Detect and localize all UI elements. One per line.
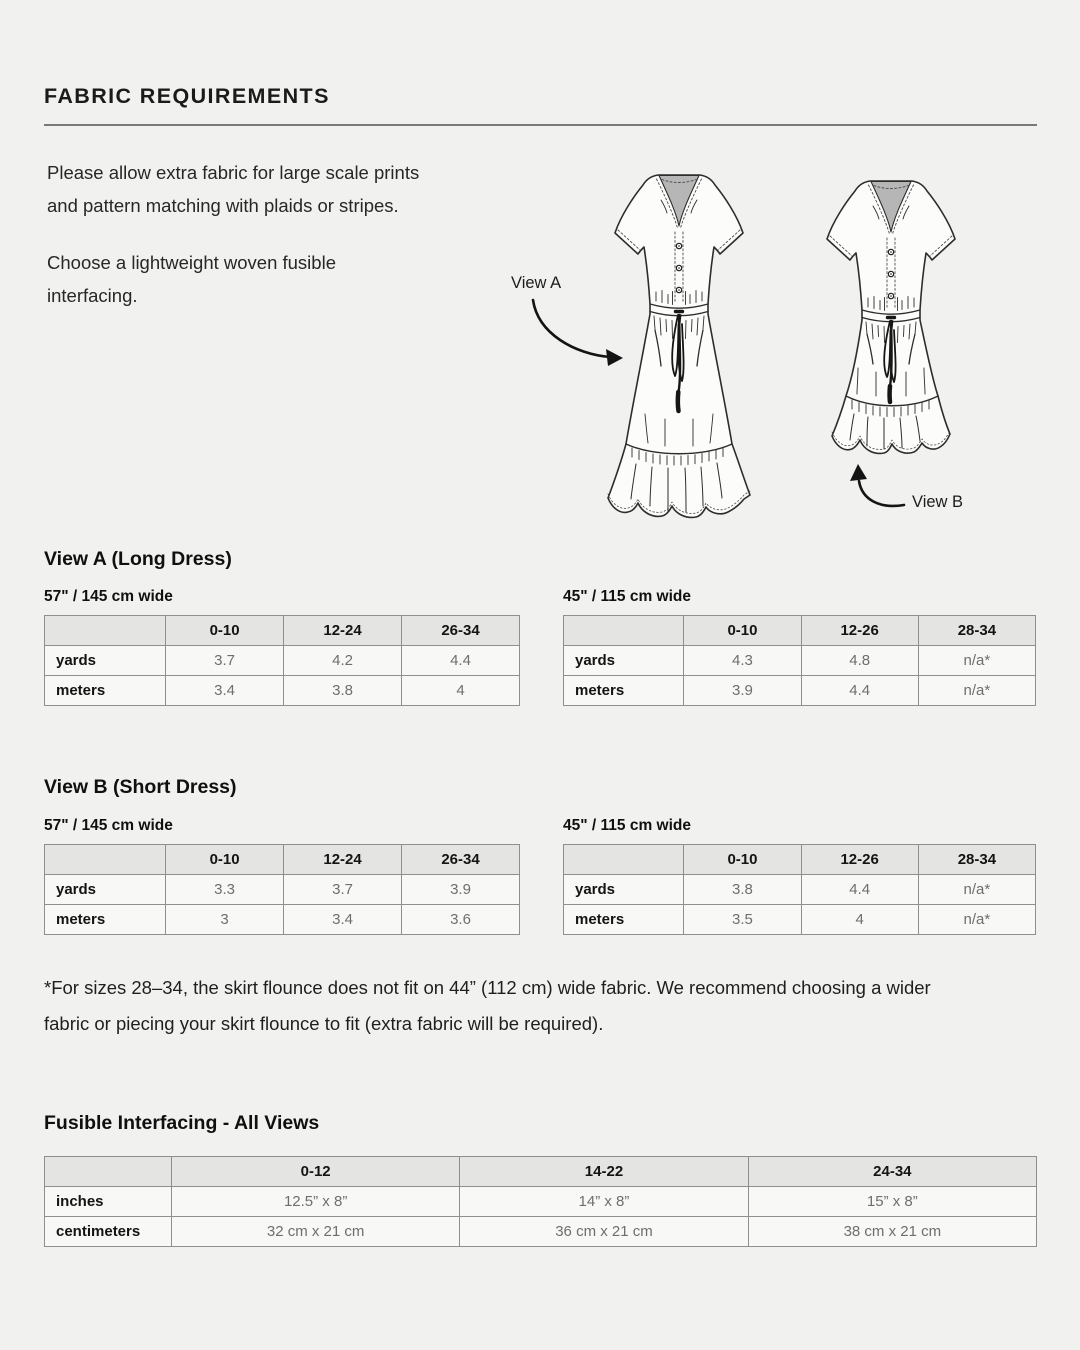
table-row (45, 646, 520, 676)
view-b-section-heading: View B (Short Dress) (44, 776, 237, 798)
size-table (44, 1156, 1037, 1247)
table-row (45, 1187, 1037, 1217)
value-cell: 4.4 (801, 875, 918, 905)
value-cell: 3.5 (684, 905, 801, 935)
row-label: inches (45, 1187, 172, 1217)
size-table (563, 844, 1036, 935)
interfacing-table (44, 1156, 1037, 1247)
table-subheading: 57" / 145 cm wide (44, 588, 173, 605)
row-label: yards (45, 646, 166, 676)
value-cell: 3.8 (684, 875, 801, 905)
table-row (45, 676, 520, 706)
view-b-arrow-icon (850, 464, 904, 506)
header-row (564, 845, 1036, 875)
column-header: 0-10 (166, 616, 284, 646)
column-header: 28-34 (918, 845, 1035, 875)
column-header: 12-26 (801, 616, 918, 646)
value-cell: 4 (402, 676, 520, 706)
value-cell: 3.4 (284, 905, 402, 935)
text-line: fabric or piecing your skirt flounce to fit (extra fabric will be required). (44, 1013, 604, 1034)
interfacing-heading: Fusible Interfacing - All Views (44, 1112, 320, 1134)
value-cell: n/a* (918, 676, 1035, 706)
row-label: yards (45, 875, 166, 905)
column-header: 12-26 (801, 845, 918, 875)
text-line: interfacing. (47, 285, 138, 306)
table-row (564, 646, 1036, 676)
text-line: Choose a lightweight woven fusible (47, 252, 336, 273)
size-table (563, 615, 1036, 706)
row-label: yards (564, 875, 684, 905)
column-header: 0-10 (166, 845, 284, 875)
table-row (564, 905, 1036, 935)
row-label: centimeters (45, 1217, 172, 1247)
text-line: and pattern matching with plaids or stripes. (47, 195, 399, 216)
corner-cell (45, 845, 166, 875)
value-cell: 3.6 (402, 905, 520, 935)
value-cell: n/a* (918, 905, 1035, 935)
intro-paragraph-1 (47, 156, 517, 222)
value-cell: 4 (801, 905, 918, 935)
view-b-label: View B (912, 493, 964, 511)
table-row (564, 875, 1036, 905)
title-divider (44, 124, 1037, 126)
view-a-label: View A (511, 274, 562, 292)
header-row (564, 616, 1036, 646)
value-cell: 3.7 (284, 875, 402, 905)
column-header: 0-10 (684, 845, 801, 875)
value-cell: 3.9 (402, 875, 520, 905)
table-subheading: 45" / 115 cm wide (563, 588, 691, 605)
table-row (45, 905, 520, 935)
column-header: 26-34 (402, 616, 520, 646)
value-cell: n/a* (918, 646, 1035, 676)
view-b-57-table-group (44, 817, 520, 935)
value-cell: 4.4 (801, 676, 918, 706)
corner-cell (45, 616, 166, 646)
value-cell: 4.3 (684, 646, 801, 676)
column-header: 24-34 (748, 1157, 1036, 1187)
interfacing-table-group (44, 1156, 1037, 1247)
view-a-57-table-group (44, 588, 520, 706)
value-cell: 3.7 (166, 646, 284, 676)
view-a-57-table (44, 615, 520, 706)
row-label: meters (45, 905, 166, 935)
header-row (45, 1157, 1037, 1187)
view-b-dress-illustration (796, 168, 986, 463)
row-label: yards (564, 646, 684, 676)
value-cell: 4.4 (402, 646, 520, 676)
column-header: 12-24 (284, 616, 402, 646)
row-label: meters (564, 905, 684, 935)
value-cell: 4.8 (801, 646, 918, 676)
value-cell: 4.2 (284, 646, 402, 676)
intro-text (47, 156, 517, 336)
intro-paragraph-2 (47, 246, 517, 312)
value-cell: 32 cm x 21 cm (171, 1217, 459, 1247)
column-header: 0-10 (684, 616, 801, 646)
size-table (44, 844, 520, 935)
row-label: meters (564, 676, 684, 706)
column-header: 26-34 (402, 845, 520, 875)
view-b-45-table (563, 844, 1036, 935)
text-line: Please allow extra fabric for large scale prints (47, 162, 420, 183)
table-row (564, 676, 1036, 706)
table-row (45, 1217, 1037, 1247)
table-subheading: 45" / 115 cm wide (563, 817, 691, 834)
column-header: 28-34 (918, 616, 1035, 646)
view-a-45-table (563, 615, 1036, 706)
page-title: FABRIC REQUIREMENTS (44, 84, 330, 108)
value-cell: 15” x 8” (748, 1187, 1036, 1217)
footnote (44, 970, 1044, 1042)
row-label: meters (45, 676, 166, 706)
value-cell: 3.9 (684, 676, 801, 706)
view-b-57-table (44, 844, 520, 935)
column-header: 14-22 (460, 1157, 748, 1187)
view-a-45-table-group (563, 588, 1036, 706)
value-cell: 3.3 (166, 875, 284, 905)
value-cell: 3 (166, 905, 284, 935)
value-cell: n/a* (918, 875, 1035, 905)
value-cell: 3.4 (166, 676, 284, 706)
value-cell: 38 cm x 21 cm (748, 1217, 1036, 1247)
value-cell: 12.5” x 8” (171, 1187, 459, 1217)
table-row (45, 875, 520, 905)
corner-cell (45, 1157, 172, 1187)
size-table (44, 615, 520, 706)
view-b-45-table-group (563, 817, 1036, 935)
table-subheading: 57" / 145 cm wide (44, 817, 173, 834)
header-row (45, 616, 520, 646)
view-a-dress-illustration (584, 162, 774, 524)
column-header: 0-12 (171, 1157, 459, 1187)
corner-cell (564, 616, 684, 646)
value-cell: 3.8 (284, 676, 402, 706)
value-cell: 36 cm x 21 cm (460, 1217, 748, 1247)
header-row (45, 845, 520, 875)
text-line: *For sizes 28–34, the skirt flounce does not fit on 44” (112 cm) wide fabric. We recommend choosing a wider (44, 977, 931, 998)
view-a-section-heading: View A (Long Dress) (44, 548, 232, 570)
column-header: 12-24 (284, 845, 402, 875)
value-cell: 14” x 8” (460, 1187, 748, 1217)
dress-illustrations (480, 148, 1040, 540)
corner-cell (564, 845, 684, 875)
